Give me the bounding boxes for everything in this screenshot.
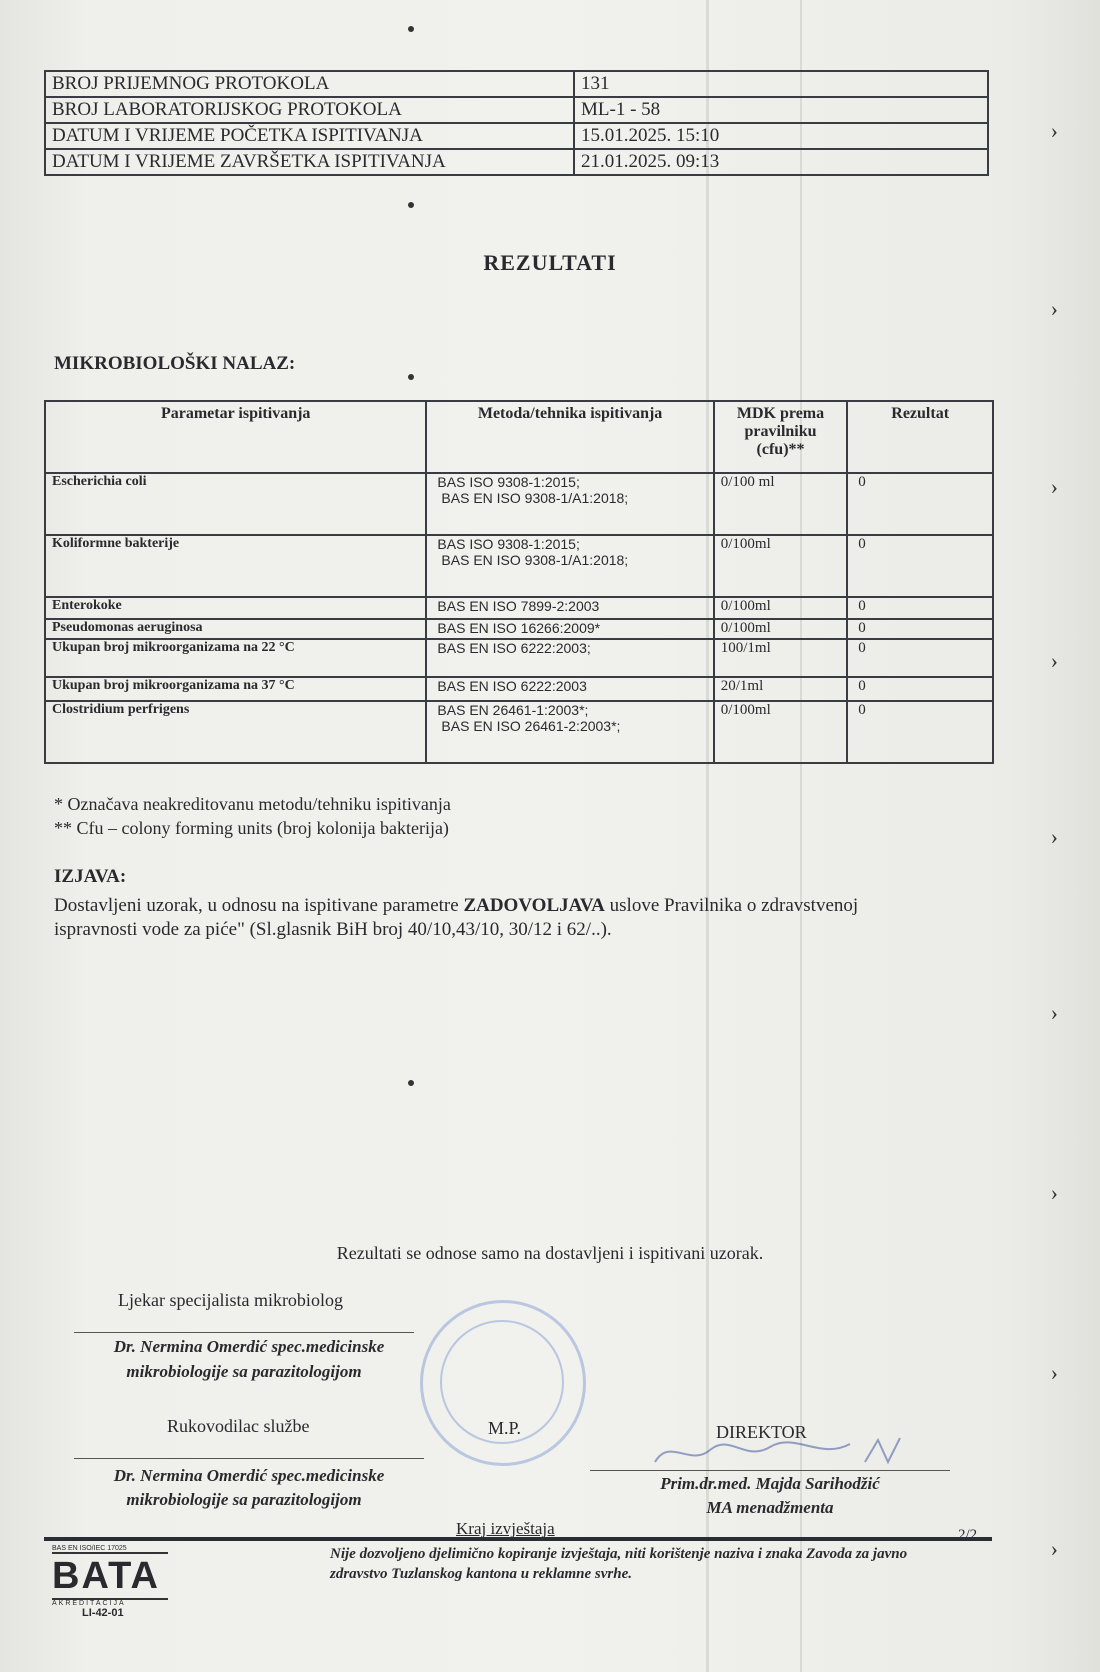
- param-cell: Ukupan broj mikroorganizama na 37 °C: [45, 677, 426, 701]
- header-table: [44, 70, 989, 176]
- mdk-cell: 0/100 ml: [714, 473, 848, 535]
- results-disclaimer: Rezultati se odnose samo na dostavljeni i ispitivani uzorak.: [336, 1243, 764, 1263]
- mdk-cell: 0/100ml: [714, 535, 848, 597]
- header-row: [45, 149, 988, 175]
- header-value: 15.01.2025. 15:10: [574, 123, 988, 149]
- scan-dot: [408, 26, 414, 32]
- mdk-cell: 20/1ml: [714, 677, 848, 701]
- izjava-text: Dostavljeni uzorak, u odnosu na ispitivane parametre ZADOVOLJAVA uslove Pravilnika o zdravstvenoj ispravnosti vode za piće" (Sl.glasnik BiH broj 40/10,43/10, 30/12 i 62/..).: [54, 895, 859, 940]
- method-cell: BAS EN ISO 6222:2003: [426, 677, 713, 701]
- result-cell: 0: [847, 677, 993, 701]
- header-parameter: Parametar ispitivanja: [45, 401, 426, 473]
- footer-note: Nije dozvoljeno djelimično kopiranje izvještaja, niti korištenje naziva i znaka Zavoda za javno zdravstvo Tuzlanskog kantona u reklamne svrhe.: [330, 1546, 908, 1582]
- director-signature: [650, 1432, 920, 1472]
- head-name: Dr. Nermina Omerdić spec.medicinske: [113, 1466, 385, 1485]
- binder-mark: ›: [1050, 118, 1058, 143]
- binder-mark: ›: [1050, 1000, 1058, 1025]
- header-label: DATUM I VRIJEME ZAVRŠETKA ISPITIVANJA: [45, 149, 574, 175]
- specialist-title: mikrobiologije sa parazitologijom: [126, 1362, 362, 1381]
- binder-mark: ›: [1050, 648, 1058, 673]
- result-cell: 0: [847, 473, 993, 535]
- head-title: mikrobiologije sa parazitologijom: [126, 1490, 362, 1509]
- page-number: 2/2: [958, 1527, 978, 1543]
- izjava-title: IZJAVA:: [54, 866, 127, 887]
- specialist-name: Dr. Nermina Omerdić spec.medicinske: [113, 1337, 385, 1356]
- header-value: 21.01.2025. 09:13: [574, 149, 988, 175]
- table-row: [45, 701, 993, 763]
- param-cell: Ukupan broj mikroorganizama na 22 °C: [45, 639, 426, 677]
- header-label: DATUM I VRIJEME POČETKA ISPITIVANJA: [45, 123, 574, 149]
- result-cell: 0: [847, 701, 993, 763]
- head-role: Rukovodilac službe: [167, 1416, 310, 1436]
- mdk-cell: 0/100ml: [714, 597, 848, 619]
- accreditation-logo: BAS EN ISO/IEC 17025 BATA AKREDITACIJA LI-42-01: [52, 1545, 168, 1645]
- director-title: MA menadžmenta: [706, 1498, 834, 1517]
- method-cell: BAS EN ISO 7899-2:2003: [426, 597, 713, 619]
- param-cell: Escherichia coli: [45, 473, 426, 535]
- header-mdk: MDK prema pravilniku (cfu)**: [714, 401, 848, 473]
- header-result: Rezultat: [847, 401, 993, 473]
- binder-mark: ›: [1050, 296, 1058, 321]
- signature-line: [74, 1332, 414, 1333]
- footer-rule: [44, 1537, 992, 1541]
- method-cell: BAS ISO 9308-1:2015; BAS EN ISO 9308-1/A1:2018;: [426, 473, 713, 535]
- result-cell: 0: [847, 597, 993, 619]
- note-cfu: ** Cfu – colony forming units (broj kolonija bakterija): [54, 818, 449, 838]
- scan-dot: [408, 202, 414, 208]
- table-row: [45, 677, 993, 701]
- header-method: Metoda/tehnika ispitivanja: [426, 401, 713, 473]
- param-cell: Koliformne bakterije: [45, 535, 426, 597]
- binder-mark: ›: [1050, 1360, 1058, 1385]
- result-cell: 0: [847, 535, 993, 597]
- param-cell: Clostridium perfrigens: [45, 701, 426, 763]
- header-value: 131: [574, 71, 988, 97]
- header-label: BROJ PRIJEMNOG PROTOKOLA: [45, 71, 574, 97]
- section-title: MIKROBIOLOŠKI NALAZ:: [54, 353, 296, 374]
- header-value: ML-1 - 58: [574, 97, 988, 123]
- scan-dot: [408, 374, 414, 380]
- header-row: [45, 123, 988, 149]
- binder-mark: ›: [1050, 1536, 1058, 1561]
- header-row: [45, 97, 988, 123]
- method-cell: BAS EN ISO 16266:2009*: [426, 619, 713, 639]
- table-row: [45, 473, 993, 535]
- signature-line: [74, 1458, 424, 1459]
- method-cell: BAS EN 26461-1:2003*; BAS EN ISO 26461-2:2003*;: [426, 701, 713, 763]
- table-row: [45, 639, 993, 677]
- specialist-role: Ljekar specijalista mikrobiolog: [118, 1290, 343, 1310]
- mdk-cell: 0/100ml: [714, 701, 848, 763]
- param-cell: Pseudomonas aeruginosa: [45, 619, 426, 639]
- end-of-report: Kraj izvještaja: [456, 1519, 555, 1538]
- binder-mark: ›: [1050, 824, 1058, 849]
- header-label: BROJ LABORATORIJSKOG PROTOKOLA: [45, 97, 574, 123]
- method-cell: BAS ISO 9308-1:2015; BAS EN ISO 9308-1/A1:2018;: [426, 535, 713, 597]
- header-row: [45, 71, 988, 97]
- binder-mark: ›: [1050, 474, 1058, 499]
- param-cell: Enterokoke: [45, 597, 426, 619]
- binder-mark: ›: [1050, 1180, 1058, 1205]
- table-row: [45, 597, 993, 619]
- table-row: [45, 535, 993, 597]
- director-name: Prim.dr.med. Majda Sarihodžić: [660, 1474, 880, 1493]
- mp-label: M.P.: [488, 1418, 522, 1438]
- signature-line: [590, 1470, 950, 1471]
- mdk-cell: 0/100ml: [714, 619, 848, 639]
- note-asterisk: * Označava neakreditovanu metodu/tehniku ispitivanja: [54, 794, 451, 814]
- scan-dot: [408, 1080, 414, 1086]
- result-cell: 0: [847, 639, 993, 677]
- results-table: [44, 400, 994, 764]
- result-cell: 0: [847, 619, 993, 639]
- table-row: [45, 619, 993, 639]
- director-role: DIREKTOR: [716, 1422, 807, 1442]
- mdk-cell: 100/1ml: [714, 639, 848, 677]
- method-cell: BAS EN ISO 6222:2003;: [426, 639, 713, 677]
- page-title: REZULTATI: [483, 250, 617, 275]
